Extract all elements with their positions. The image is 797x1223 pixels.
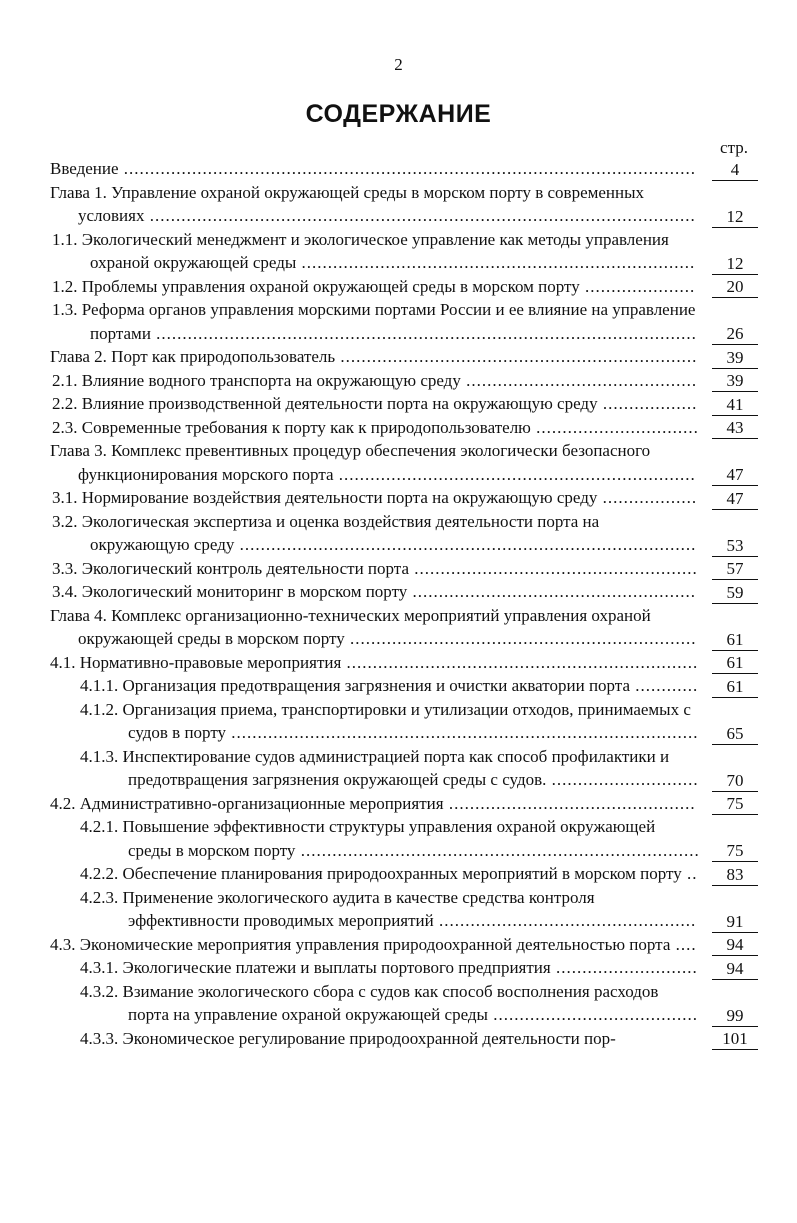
dot-leader: ....................................... — [487, 1005, 698, 1024]
toc-entry-page: 39 — [712, 347, 758, 369]
toc-entry-page: 94 — [712, 958, 758, 980]
dot-leader: ....................................................................................... — [234, 535, 697, 554]
dot-leader: .................................................................... — [335, 347, 698, 366]
toc-entry-page: 61 — [712, 652, 758, 674]
toc-entry[interactable] — [50, 345, 758, 369]
toc-entry-title: 2.2. Влияние производственной деятельности порта на окружающую среду — [52, 394, 598, 413]
toc-entry-page: 20 — [712, 276, 758, 298]
toc-entry-title: 4.1.1. Организация предотвращения загрязнения и очистки акватории порта — [80, 676, 630, 695]
toc-entry[interactable] — [50, 1027, 758, 1051]
toc-entry-title: 4.3.3. Экономическое регулирование природоохранной деятельности пор- — [80, 1028, 616, 1048]
dot-leader: ............................................ — [460, 370, 698, 390]
dot-leader: .................................................................. — [344, 629, 697, 648]
dot-leader: ................................................................... — [341, 652, 699, 672]
toc-entry-title: 4.1.3. Инспектирование судов администрацией порта как способ профилактики и предотвращения загрязнения окружающей среды с судов. — [80, 746, 670, 789]
dot-leader: .. — [681, 864, 698, 883]
toc-entry-page: 59 — [712, 582, 758, 604]
toc-entry[interactable] — [50, 698, 758, 745]
toc-entry[interactable] — [50, 815, 758, 862]
toc-entry-page: 61 — [712, 629, 758, 651]
dot-leader: ..................... — [579, 276, 696, 296]
dot-leader: ............................... — [530, 417, 699, 437]
toc-entry[interactable] — [50, 745, 758, 792]
page-column-label: стр. — [720, 138, 748, 157]
toc-entry[interactable] — [50, 674, 758, 698]
toc-entry-title: 2.1. Влияние водного транспорта на окружающую среду — [52, 370, 461, 390]
toc-entry[interactable] — [50, 416, 758, 440]
toc-entry-title: 2.3. Современные требования к порту как к природопользователю — [52, 417, 531, 437]
toc-entry-title: 4.2.2. Обеспечение планирования природоохранных мероприятий в морском порту — [80, 864, 682, 883]
toc-entry-page: 47 — [712, 488, 758, 510]
toc-entry[interactable] — [50, 510, 758, 557]
toc-entry-title: 1.2. Проблемы управления охраной окружающей среды в морском порту — [52, 276, 580, 296]
toc-entry-title: 4.3.1. Экологические платежи и выплаты портового предприятия — [80, 958, 551, 977]
toc-entry[interactable] — [50, 439, 758, 486]
toc-entry[interactable] — [50, 298, 758, 345]
page-title: СОДЕРЖАНИЕ — [305, 100, 492, 128]
toc-entry[interactable] — [50, 956, 758, 980]
dot-leader: ........................... — [550, 958, 698, 977]
toc-entry-page: 53 — [712, 535, 758, 557]
toc-entry[interactable] — [50, 228, 758, 275]
dot-leader: .................................................................... — [333, 464, 696, 484]
toc-entry-page: 61 — [712, 676, 758, 698]
toc-entry[interactable] — [50, 486, 758, 510]
toc-entry-page: 47 — [712, 464, 758, 486]
dot-leader: ............................................... — [443, 793, 696, 813]
toc-entry-page: 70 — [712, 770, 758, 792]
toc-entry-title: 3.3. Экологический контроль деятельности порта — [52, 558, 409, 578]
toc-entry-title: 3.1. Нормирование воздействия деятельности порта на окружающую среду — [52, 488, 598, 507]
toc-entry-title: 1.3. Реформа органов управления морскими портами России и ее влияние на управление портами — [52, 300, 696, 343]
table-of-contents — [50, 157, 758, 1050]
toc-entry-page: 75 — [712, 840, 758, 862]
toc-entry[interactable] — [50, 604, 758, 651]
toc-entry-page: 94 — [712, 934, 758, 956]
toc-entry[interactable] — [50, 157, 758, 181]
toc-entry-page: 41 — [712, 394, 758, 416]
toc-entry-title: Глава 1. Управление охраной окружающей среды в морском порту в современных условиях — [50, 182, 645, 225]
dot-leader: ................................................. — [433, 911, 697, 930]
dot-leader: ............ — [630, 676, 699, 695]
toc-entry-page: 39 — [712, 370, 758, 392]
dot-leader: .................. — [597, 488, 698, 507]
toc-entry-page: 75 — [712, 793, 758, 815]
toc-entry[interactable] — [50, 392, 758, 416]
toc-entry-page: 91 — [712, 911, 758, 933]
toc-entry[interactable] — [50, 651, 758, 675]
dot-leader: ............................................................................ — [295, 840, 700, 860]
toc-entry-title: Глава 3. Комплекс превентивных процедур обеспечения экологически безопасного функционирования морского порта — [50, 441, 651, 484]
toc-entry-page: 12 — [712, 206, 758, 228]
dot-leader: .... — [670, 934, 697, 954]
toc-entry-title: Глава 4. Комплекс организационно-технических мероприятий управления охраной окружающей среды в морском порту — [50, 605, 651, 648]
toc-entry-title: 1.1. Экологический менеджмент и экологическое управление как методы управления охраной окружающей среды — [52, 229, 669, 272]
toc-entry-page: 83 — [712, 864, 758, 886]
dot-leader: ....................................................................................................... — [150, 323, 697, 343]
toc-entry-title: 4.3. Экономические мероприятия управления природоохранной деятельностью порта — [50, 934, 671, 954]
toc-entry-title: 4.2.1. Повышение эффективности структуры управления охраной окружающей среды в морском порту — [80, 817, 656, 860]
toc-entry-page: 43 — [712, 417, 758, 439]
toc-entry-title: 4.2.3. Применение экологического аудита в качестве средства контроля эффективности проводимых мероприятий — [80, 887, 595, 930]
toc-entry-title: 4.3.2. Взимание экологического сбора с судов как способ восполнения расходов порта на управление охраной окружающей среды — [80, 981, 659, 1024]
toc-entry-page: 4 — [712, 159, 758, 181]
toc-entry-title: 4.2. Административно-организационные мероприятия — [50, 793, 444, 813]
toc-entry[interactable] — [50, 580, 758, 604]
toc-entry-title: 3.4. Экологический мониторинг в морском порту — [52, 582, 408, 601]
page-number: 2 — [394, 55, 403, 74]
toc-entry[interactable] — [50, 980, 758, 1027]
toc-entry[interactable] — [50, 369, 758, 393]
toc-entry-page: 26 — [712, 323, 758, 345]
toc-entry-page: 12 — [712, 253, 758, 275]
toc-entry[interactable] — [50, 792, 758, 816]
dot-leader: ............................................................................................................. — [118, 159, 697, 178]
dot-leader: .................. — [597, 394, 698, 413]
toc-entry[interactable] — [50, 886, 758, 933]
dot-leader: ............................ — [546, 770, 699, 789]
toc-entry[interactable] — [50, 862, 758, 886]
toc-entry-title: 4.1.2. Организация приема, транспортировки и утилизации отходов, принимаемых с судов в порту — [80, 699, 691, 742]
dot-leader: ...................................................... — [407, 582, 697, 601]
toc-entry[interactable] — [50, 557, 758, 581]
dot-leader: ...................................................... — [408, 558, 698, 578]
toc-entry[interactable] — [50, 275, 758, 299]
toc-entry[interactable] — [50, 181, 758, 228]
toc-entry-page: 57 — [712, 558, 758, 580]
toc-entry-title: 4.1. Нормативно-правовые мероприятия — [50, 652, 342, 672]
toc-entry-title: Глава 2. Порт как природопользователь — [50, 347, 336, 366]
toc-entry-page: 65 — [712, 723, 758, 745]
toc-entry-page: 99 — [712, 1005, 758, 1027]
toc-entry-title: 3.2. Экологическая экспертиза и оценка воздействия деятельности порта на окружающую среду — [52, 511, 600, 554]
toc-entry[interactable] — [50, 933, 758, 957]
dot-leader: ......................................................................................... — [226, 723, 699, 742]
toc-entry-page: 101 — [712, 1028, 758, 1050]
toc-entry-title: Введение — [50, 159, 119, 178]
dot-leader: ........................................................................................................ — [144, 206, 696, 225]
dot-leader: ........................................................................... — [296, 253, 696, 272]
